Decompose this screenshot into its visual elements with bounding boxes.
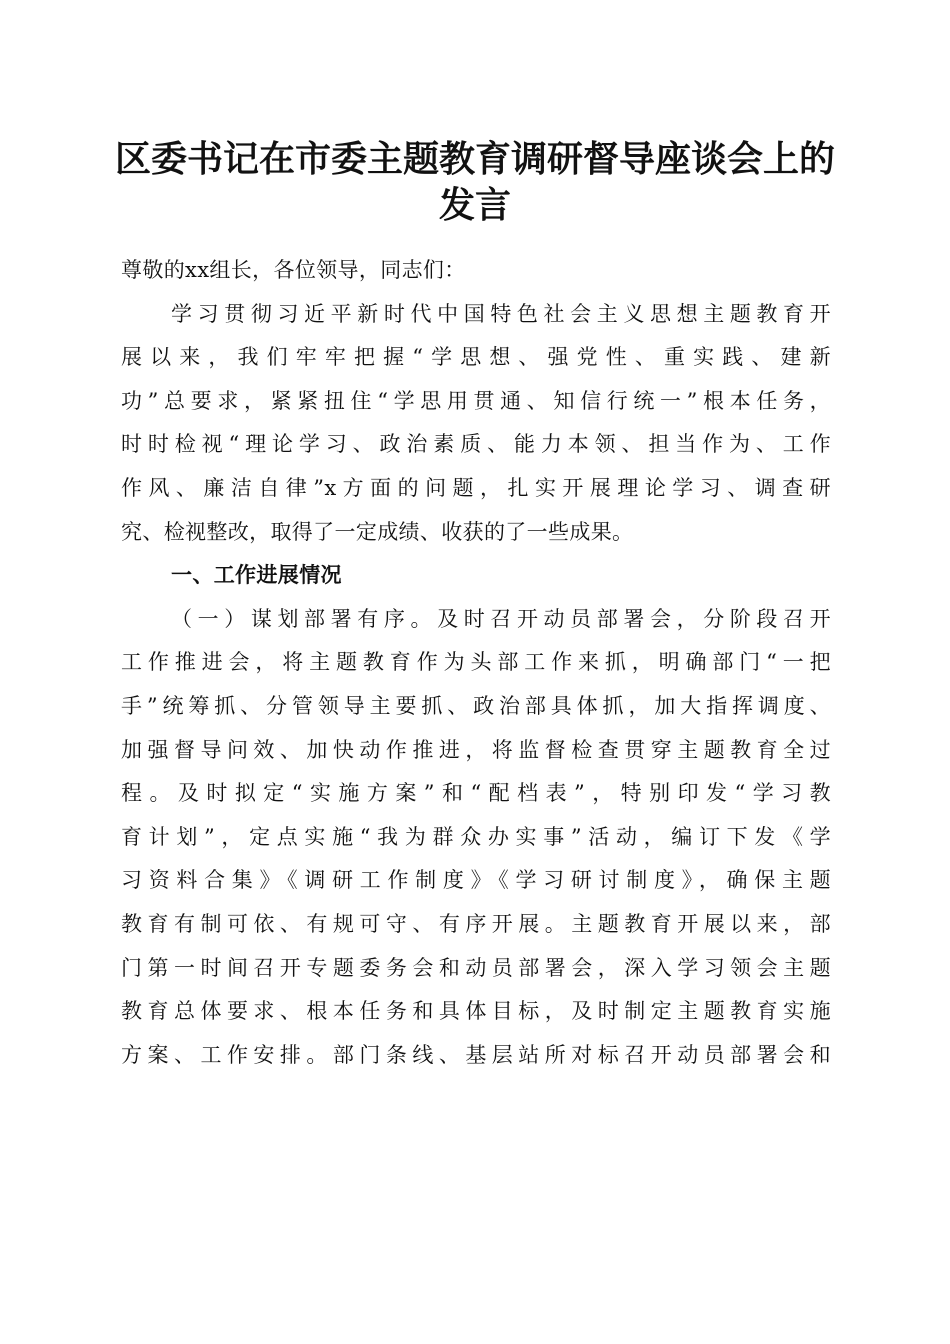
intro-paragraph-line: 时时检视“理论学习、政治素质、能力本领、担当作为、工作 <box>121 432 831 457</box>
intro-paragraph-line: 展以来，我们牢牢把握“学思想、强党性、重实践、建新 <box>121 345 831 370</box>
subsection-paragraph-line: 加强督导问效、加快动作推进，将监督检查贯穿主题教育全过 <box>121 737 831 762</box>
salutation: 尊敬的xx组长，各位领导，同志们： <box>121 258 466 282</box>
intro-paragraph-line: 作风、廉洁自律”x方面的问题，扎实开展理论学习、调查研 <box>121 475 831 500</box>
subsection-paragraph-line: 手”统筹抓、分管领导主要抓、政治部具体抓，加大指挥调度、 <box>121 693 831 718</box>
subsection-paragraph-line: 程。及时拟定“实施方案”和“配档表”，特别印发“学习教 <box>121 781 831 806</box>
intro-paragraph-line: 究、检视整改，取得了一定成绩、收获的了一些成果。 <box>121 519 634 544</box>
section-heading: 一、工作进展情况 <box>171 563 342 588</box>
intro-paragraph-line: 功”总要求，紧紧扭住“学思用贯通、知信行统一”根本任务， <box>121 388 831 413</box>
subsection-paragraph-line: 育计划”，定点实施“我为群众办实事”活动，编订下发《学 <box>121 824 831 849</box>
document-title-line-2: 发言 <box>438 185 511 226</box>
subsection-first-line <box>121 598 831 642</box>
subsection-text: 及时召开动员部署会，分阶段召开 <box>437 606 832 631</box>
subsection-paragraph-line: 方案、工作安排。部门条线、基层站所对标召开动员部署会和 <box>121 1042 831 1067</box>
subsection-paragraph-line: 习资料合集》《调研工作制度》《学习研讨制度》，确保主题 <box>121 868 831 893</box>
subsection-paragraph-line: 门第一时间召开专题委务会和动员部署会，深入学习领会主题 <box>121 955 831 980</box>
subsection-heading: （一）谋划部署有序。 <box>171 606 438 631</box>
document-body <box>121 249 831 1077</box>
document-title-line-1: 区委书记在市委主题教育调研督导座谈会上的 <box>114 139 835 180</box>
intro-paragraph-line: 学习贯彻习近平新时代中国特色社会主义思想主题教育开 <box>171 301 831 326</box>
subsection-paragraph-line: 教育有制可依、有规可守、有序开展。主题教育开展以来，部 <box>121 911 831 936</box>
subsection-paragraph-line: 工作推进会，将主题教育作为头部工作来抓，明确部门“一把 <box>121 650 831 675</box>
subsection-paragraph-line: 教育总体要求、根本任务和具体目标，及时制定主题教育实施 <box>121 999 831 1024</box>
